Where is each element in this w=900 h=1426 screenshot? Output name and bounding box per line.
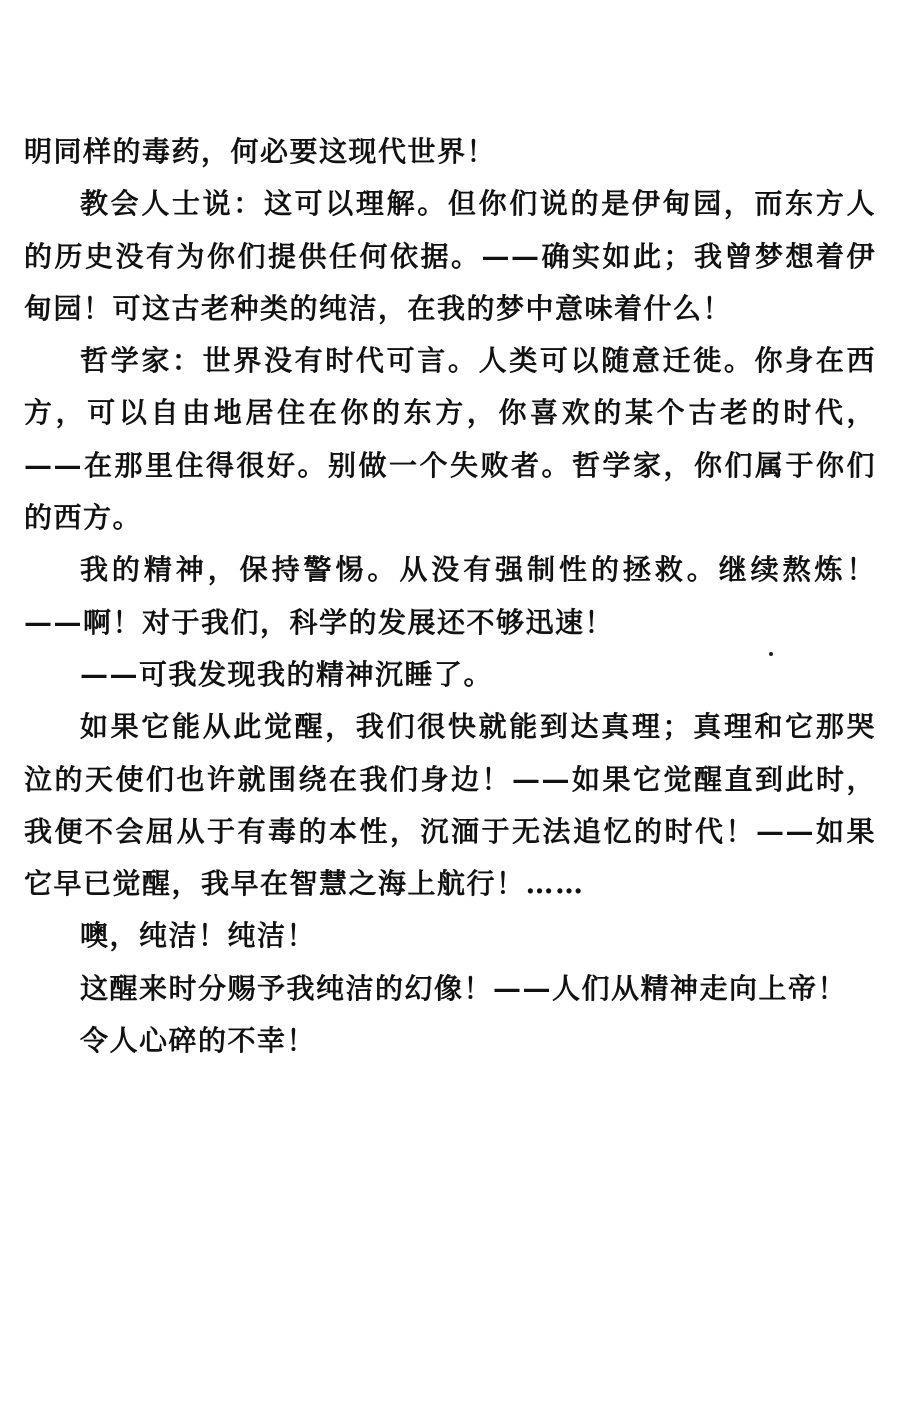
paragraph-spirit-vigilance: 我的精神，保持警惕。从没有强制性的拯救。继续熬炼！——啊！对于我们，科学的发展还不够迅速！ (24, 553, 876, 639)
paragraph-vision: 这醒来时分赐予我纯洁的幻像！——人们从精神走向上帝！ (80, 971, 848, 1005)
body-text (24, 126, 876, 1067)
scan-speck (769, 652, 773, 656)
paragraph-misfortune: 令人心碎的不幸！ (80, 1024, 317, 1058)
paragraph-continuation: 明同样的毒药，何必要这现代世界！ (24, 135, 497, 168)
paragraph-spirit-asleep: ——可我发现我的精神沉睡了。 (80, 657, 494, 691)
paragraph-philosopher: 哲学家：世界没有时代可言。人类可以随意迁徙。你身在西方，可以自由地居住在你的东方，你喜欢的某个古老的时代，——在那里住得很好。别做一个失败者。哲学家，你们属于你们的西方。 (24, 344, 876, 535)
paragraph-clergy: 教会人士说：这可以理解。但你们说的是伊甸园，而东方人的历史没有为你们提供任何依据。——确实如此；我曾梦想着伊甸园！可这古老种类的纯洁，在我的梦中意味着什么！ (24, 187, 876, 325)
paragraph-purity: 噢，纯洁！纯洁！ (80, 919, 317, 953)
paragraph-awakening: 如果它能从此觉醒，我们很快就能到达真理；真理和它那哭泣的天使们也许就围绕在我们身边！——如果它觉醒直到此时，我便不会屈从于有毒的本性，沉湎于无法追忆的时代！——如果它早已觉醒，我早在智慧之海上航行！…… (24, 710, 876, 901)
